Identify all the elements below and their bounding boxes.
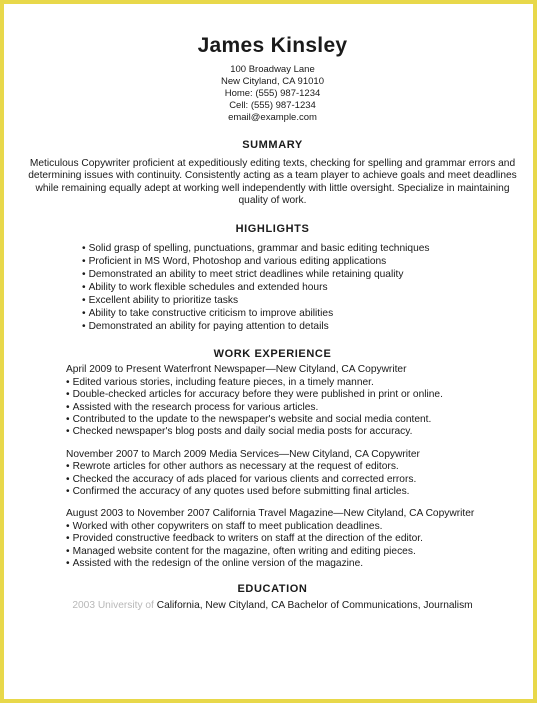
education-heading: EDUCATION <box>237 583 308 596</box>
job-bullets <box>66 521 523 571</box>
job-bullets <box>66 461 523 498</box>
job-bullet: • Assisted with the research process for various articles. <box>66 402 523 414</box>
highlights-list <box>22 242 523 334</box>
education-year-school: 2003 University of <box>72 600 154 612</box>
job-entry <box>66 364 523 438</box>
resume-page <box>22 34 523 613</box>
education-details: California, New Cityland, CA Bachelor of Communications, Journalism <box>153 600 473 612</box>
education-line <box>22 600 523 612</box>
job-header: November 2007 to March 2009 Media Services—New Cityland, CA Copywriter <box>66 448 420 460</box>
candidate-name: James Kinsley <box>197 34 348 57</box>
job-bullet: • Confirmed the accuracy of any quotes used before submitting final articles. <box>66 486 523 498</box>
highlight-item: • Excellent ability to prioritize tasks <box>82 294 523 307</box>
email: email@example.com <box>228 112 317 123</box>
summary-text: Meticulous Copywriter proficient at expeditiously editing texts, checking for spelling and grammar errors and determining issues with continuity. Consistently acting as a team player to achieve goals and meet deadlines while remaining equally adept at working well independently with little oversight. Specialize in maintaining quality of work. <box>28 158 517 207</box>
address-line: 100 Broadway Lane <box>230 64 315 75</box>
job-bullet: • Worked with other copywriters on staff to meet publication deadlines. <box>66 521 523 533</box>
highlights-heading: HIGHLIGHTS <box>235 222 310 235</box>
job-bullet: • Checked newspaper's blog posts and daily social media posts for accuracy. <box>66 426 523 438</box>
job-bullet: • Edited various stories, including feature pieces, in a timely manner. <box>66 377 523 389</box>
highlight-item: • Ability to work flexible schedules and extended hours <box>82 281 523 294</box>
job-bullet: • Managed website content for the magazine, often writing and editing pieces. <box>66 546 523 558</box>
highlight-item: • Proficient in MS Word, Photoshop and various editing applications <box>82 255 523 268</box>
job-bullet: • Checked the accuracy of ads placed for various clients and corrected errors. <box>66 474 523 486</box>
home-phone: Home: (555) 987-1234 <box>224 88 321 99</box>
highlight-item: • Demonstrated an ability for paying attention to details <box>82 320 523 333</box>
job-bullet: • Assisted with the redesign of the online version of the magazine. <box>66 558 523 570</box>
job-bullet: • Provided constructive feedback to writers on staff at the direction of the editor. <box>66 533 523 545</box>
job-entry <box>66 508 523 570</box>
job-bullet: • Rewrote articles for other authors as necessary at the request of editors. <box>66 461 523 473</box>
highlight-item: • Solid grasp of spelling, punctuations, grammar and basic editing techniques <box>82 242 523 255</box>
summary-heading: SUMMARY <box>242 139 303 151</box>
job-bullets <box>66 377 523 439</box>
job-header: April 2009 to Present Waterfront Newspaper—New Cityland, CA Copywriter <box>66 364 407 376</box>
contact-block <box>22 64 523 124</box>
job-bullet: • Double-checked articles for accuracy before they were published in print or online. <box>66 389 523 401</box>
highlight-item: • Demonstrated an ability to meet strict deadlines while retaining quality <box>82 268 523 281</box>
job-bullet: • Contributed to the update to the newspaper's website and social media content. <box>66 414 523 426</box>
highlight-item: • Ability to take constructive criticism to improve abilities <box>82 307 523 320</box>
job-header: August 2003 to November 2007 California Travel Magazine—New Cityland, CA Copywriter <box>66 508 475 520</box>
job-entry <box>66 449 523 499</box>
city-line: New Cityland, CA 91010 <box>221 76 324 87</box>
experience-heading: WORK EXPERIENCE <box>213 348 332 361</box>
cell-phone: Cell: (555) 987-1234 <box>229 100 316 111</box>
